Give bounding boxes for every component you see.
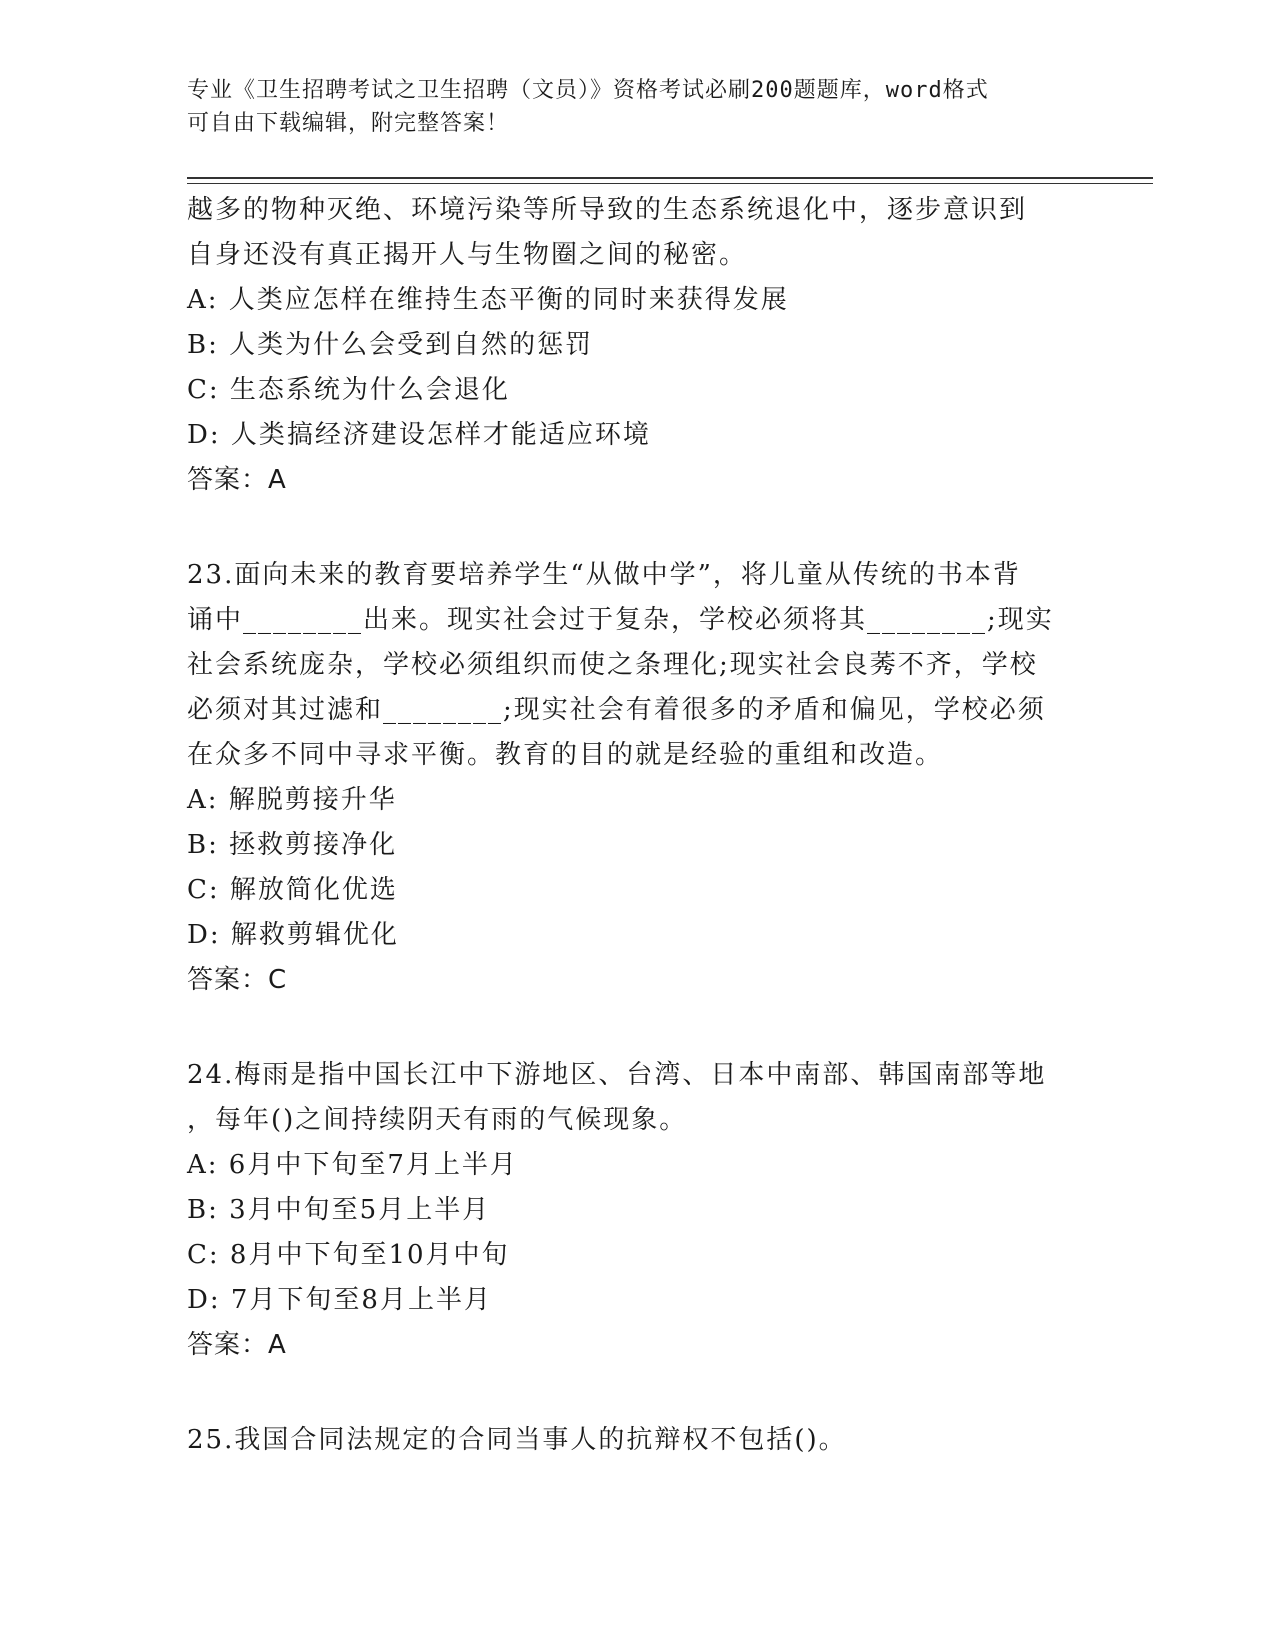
question-25	[187, 1418, 1087, 1463]
header-line-1: 专业《卫生招聘考试之卫生招聘（文员）》资格考试必刷200题题库，word格式	[187, 78, 989, 103]
header-divider-thin	[187, 183, 1153, 184]
option-a: A: 人类应怎样在维持生态平衡的同时来获得发展	[187, 285, 789, 315]
option-d: D: 7月下旬至8月上半月	[187, 1285, 492, 1315]
option-b: B: 人类为什么会受到自然的惩罚	[187, 330, 594, 360]
question-22	[187, 188, 1087, 503]
option-c: C: 8月中下旬至10月中旬	[187, 1240, 510, 1270]
question-stem-line: 25.我国合同法规定的合同当事人的抗辩权不包括()。	[187, 1425, 847, 1455]
question-stem-line: 社会系统庞杂，学校必须组织而使之条理化;现实社会良莠不齐，学校	[187, 650, 1038, 680]
question-24	[187, 1053, 1087, 1368]
question-stem-line: 在众多不同中寻求平衡。教育的目的就是经验的重组和改造。	[187, 740, 944, 770]
answer: 答案：A	[187, 465, 287, 495]
answer: 答案：A	[187, 1330, 287, 1360]
option-b: B: 拯救剪接净化	[187, 830, 398, 860]
option-c: C: 生态系统为什么会退化	[187, 375, 510, 405]
question-stem-line: ，每年()之间持续阴天有雨的气候现象。	[187, 1105, 688, 1135]
option-d: D: 人类搞经济建设怎样才能适应环境	[187, 420, 651, 450]
option-b: B: 3月中旬至5月上半月	[187, 1195, 491, 1225]
header-divider-thick	[187, 177, 1153, 179]
answer: 答案：C	[187, 965, 288, 995]
question-stem-line: 23.面向未来的教育要培养学生“从做中学”，将儿童从传统的书本背	[187, 560, 1021, 590]
question-list	[187, 188, 1087, 1463]
question-stem-line: 24.梅雨是指中国长江中下游地区、台湾、日本中南部、韩国南部等地	[187, 1060, 1047, 1090]
question-23	[187, 553, 1087, 1003]
option-a: A: 6月中下旬至7月上半月	[187, 1150, 518, 1180]
question-stem-line: 越多的物种灭绝、环境污染等所导致的生态系统退化中，逐步意识到	[187, 195, 1028, 225]
option-a: A: 解脱剪接升华	[187, 785, 397, 815]
option-c: C: 解放简化优选	[187, 875, 398, 905]
option-d: D: 解救剪辑优化	[187, 920, 399, 950]
header-line-2: 可自由下载编辑，附完整答案！	[187, 111, 510, 136]
document-header	[187, 74, 1067, 140]
question-stem-line: 必须对其过滤和________;现实社会有着很多的矛盾和偏见，学校必须	[187, 695, 1046, 725]
question-stem-line: 诵中________出来。现实社会过于复杂，学校必须将其________;现实	[187, 605, 1054, 635]
question-stem-line: 自身还没有真正揭开人与生物圈之间的秘密。	[187, 240, 748, 270]
